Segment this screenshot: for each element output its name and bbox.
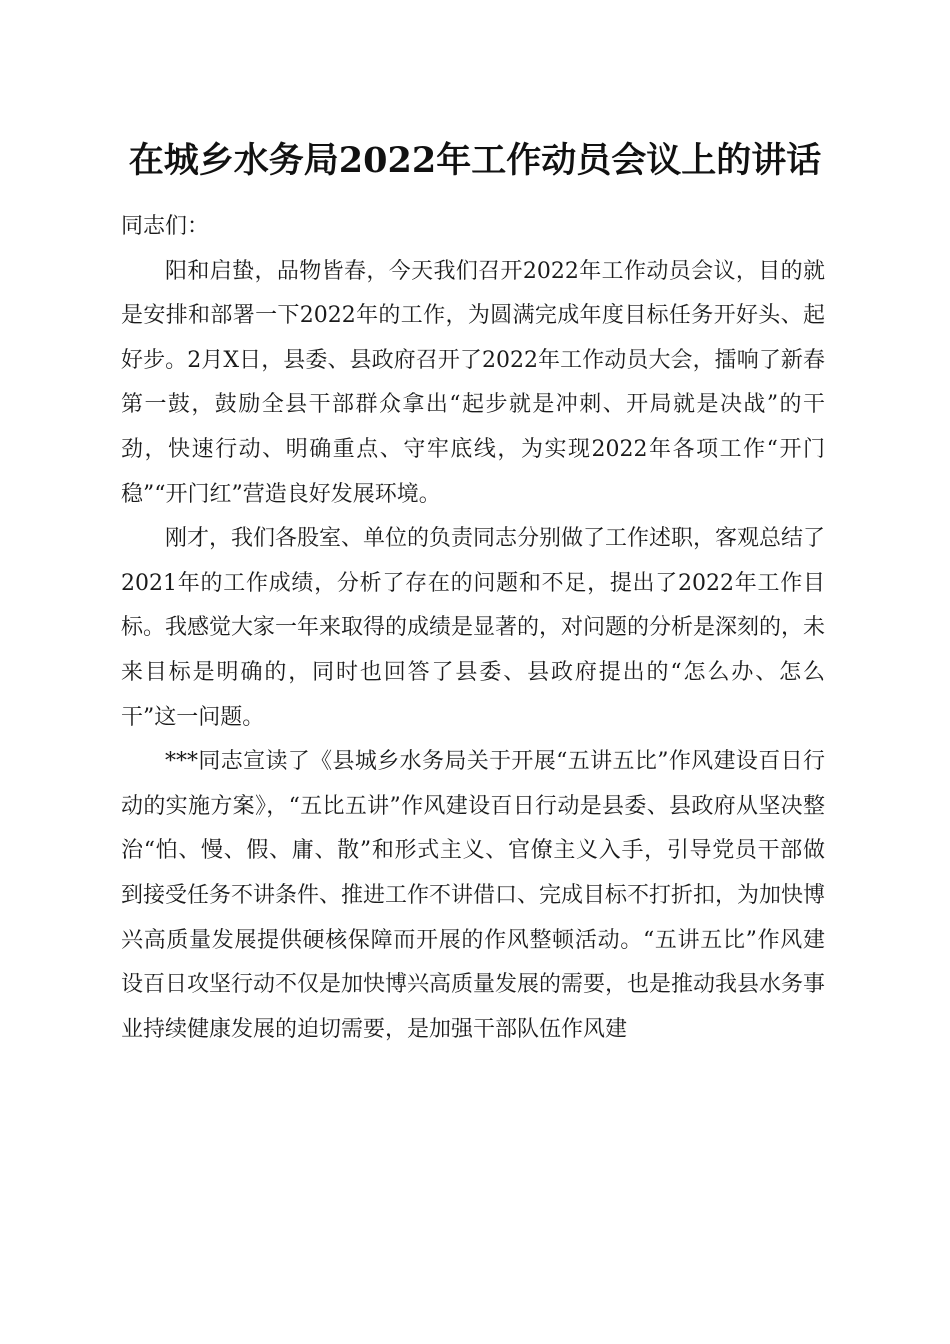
document-body [121, 205, 825, 1052]
document-title: 在城乡水务局2022年工作动员会议上的讲话 [128, 140, 822, 181]
paragraph-2: 刚才，我们各股室、单位的负责同志分别做了工作述职，客观总结了2021年的工作成绩，分析了存在的问题和不足，提出了2022年工作目标。我感觉大家一年来取得的成绩是显著的，对问题的分析是深刻的，未来目标是明确的，同时也回答了县委、县政府提出的“怎么办、怎么干”这一问题。 [121, 526, 826, 730]
salutation: 同志们： [121, 214, 210, 239]
paragraph-1: 阳和启蛰，品物皆春，今天我们召开2022年工作动员会议，目的就是安排和部署一下2022年的工作，为圆满完成年度目标任务开好头、起好步。2月X日，县委、县政府召开了2022年工作动员大会，擂响了新春第一鼓，鼓励全县干部群众拿出“起步就是冲刺、开局就是决战”的干劲，快速行动、明确重点、守牢底线，为实现2022年各项工作“开门稳”“开门红”营造良好发展环境。 [121, 258, 825, 507]
paragraph-3: ***同志宣读了《县城乡水务局关于开展“五讲五比”作风建设百日行动的实施方案》，“五比五讲”作风建设百日行动是县委、县政府从坚决整治“怕、慢、假、庸、散”和形式主义、官僚主义入手，引导党员干部做到接受任务不讲条件、推进工作不讲借口、完成目标不打折扣，为加快博兴高质量发展提供硬核保障而开展的作风整顿活动。“五讲五比”作风建设百日攻坚行动不仅是加快博兴高质量发展的需要，也是推动我县水务事业持续健康发展的迫切需要，是加强干部队伍作风建 [121, 749, 826, 1042]
